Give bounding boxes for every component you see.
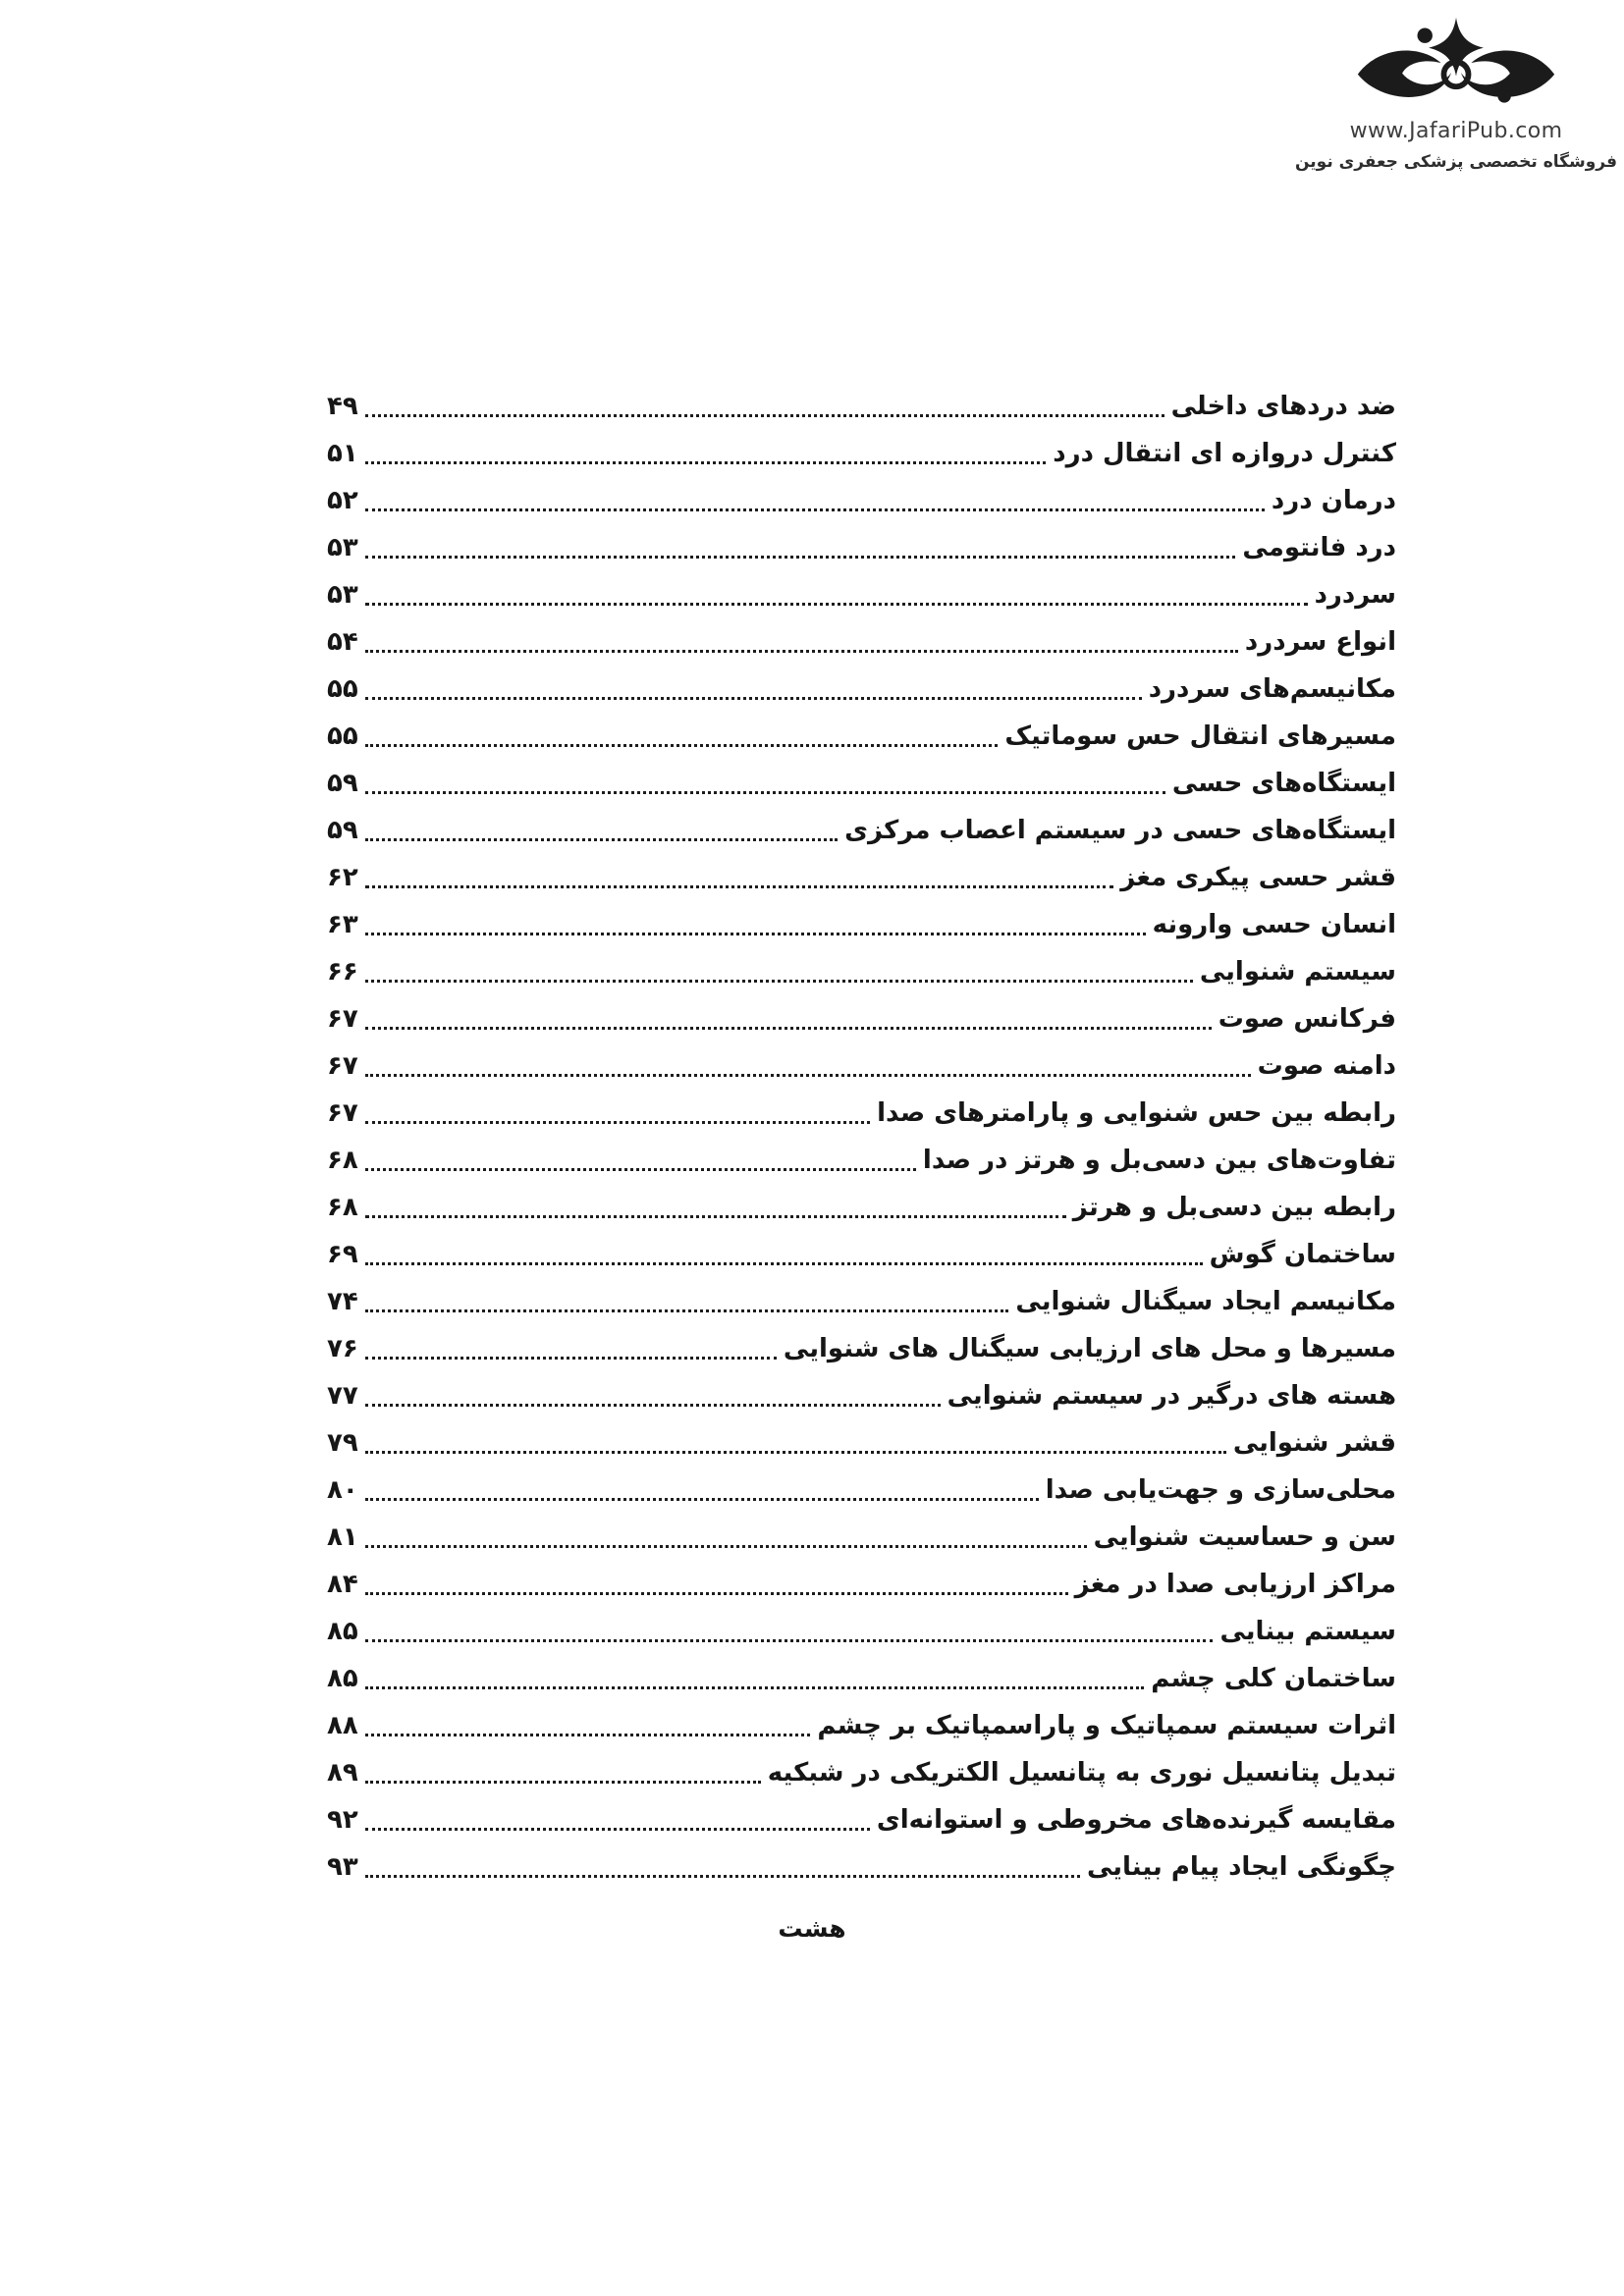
toc-row — [327, 1191, 1396, 1238]
toc-entry-title: قشر شنوایی — [1232, 1428, 1396, 1458]
toc-page-number: ۶۳ — [327, 910, 358, 939]
jafaripub-calligraphy-logo-icon — [1350, 16, 1562, 118]
toc-row — [327, 767, 1396, 814]
toc-page-number: ۶۷ — [327, 1098, 358, 1128]
toc-dot-leader — [365, 1709, 811, 1736]
toc-row — [327, 1049, 1396, 1096]
publisher-tagline: فروشگاه تخصصی پزشکی جعفری نوین — [1294, 152, 1618, 172]
toc-entry-title: کنترل دروازه ای انتقال درد — [1053, 439, 1396, 468]
toc-page-number: ۵۱ — [327, 439, 358, 468]
toc-dot-leader — [365, 1615, 1214, 1642]
toc-dot-leader — [365, 908, 1146, 935]
toc-row — [327, 672, 1396, 720]
toc-row — [327, 484, 1396, 531]
toc-row — [327, 578, 1396, 625]
toc-entry-title: رابطه بین حس شنوایی و پارامترهای صدا — [877, 1098, 1396, 1128]
toc-dot-leader — [365, 1568, 1068, 1595]
toc-row — [327, 1615, 1396, 1662]
toc-dot-leader — [365, 1662, 1144, 1689]
toc-row — [327, 1709, 1396, 1756]
toc-page-number: ۸۰ — [327, 1475, 358, 1505]
toc-row — [327, 1285, 1396, 1332]
toc-dot-leader — [365, 1803, 870, 1831]
toc-row — [327, 1144, 1396, 1191]
toc-page-number: ۷۹ — [327, 1428, 358, 1458]
toc-page-number: ۵۹ — [327, 816, 358, 845]
toc-row — [327, 955, 1396, 1002]
toc-entry-title: ایستگاه‌های حسی در سیستم اعصاب مرکزی — [844, 816, 1396, 845]
toc-entry-title: درد فانتومی — [1242, 533, 1396, 562]
toc-row — [327, 1568, 1396, 1615]
toc-dot-leader — [365, 1191, 1066, 1218]
toc-page-number: ۵۵ — [327, 674, 358, 704]
toc-page-number: ۸۴ — [327, 1570, 358, 1599]
toc-dot-leader — [365, 437, 1047, 464]
toc-entry-title: درمان درد — [1271, 486, 1396, 515]
toc-entry-title: ساختمان کلی چشم — [1151, 1664, 1396, 1693]
toc-row — [327, 531, 1396, 578]
toc-row — [327, 1803, 1396, 1850]
toc-dot-leader — [365, 1049, 1251, 1077]
toc-page-number: ۶۹ — [327, 1240, 358, 1269]
toc-page-number: ۶۶ — [327, 957, 358, 987]
toc-entry-title: ضد دردهای داخلی — [1170, 392, 1396, 421]
toc-dot-leader — [365, 1850, 1080, 1878]
toc-page-number: ۴۹ — [327, 392, 358, 421]
toc-entry-title: مراکز ارزیابی صدا در مغز — [1074, 1570, 1396, 1599]
publisher-website-url: www.JafariPub.com — [1349, 119, 1563, 143]
toc-dot-leader — [365, 1521, 1087, 1548]
toc-row — [327, 1096, 1396, 1144]
toc-page-number: ۵۹ — [327, 769, 358, 798]
toc-entry-title: محلی‌سازی و جهت‌یابی صدا — [1045, 1475, 1396, 1505]
toc-entry-title: هسته های درگیر در سیستم شنوایی — [947, 1381, 1396, 1411]
toc-page-number: ۹۲ — [327, 1805, 358, 1835]
toc-page-number: ۸۱ — [327, 1522, 358, 1552]
toc-row — [327, 1521, 1396, 1568]
toc-row — [327, 1379, 1396, 1426]
toc-row — [327, 1473, 1396, 1521]
toc-page-number: ۶۲ — [327, 863, 358, 892]
toc-page-number: ۸۸ — [327, 1711, 358, 1740]
toc-page-number: ۵۲ — [327, 486, 358, 515]
toc-row — [327, 1426, 1396, 1473]
toc-row — [327, 625, 1396, 672]
toc-dot-leader — [365, 955, 1193, 983]
toc-page-number: ۷۶ — [327, 1334, 358, 1363]
toc-entry-title: انسان حسی وارونه — [1152, 910, 1396, 939]
toc-row — [327, 814, 1396, 861]
toc-dot-leader — [365, 390, 1164, 417]
toc-page-number: ۵۳ — [327, 533, 358, 562]
toc-page-number: ۵۵ — [327, 721, 358, 751]
toc-row — [327, 1850, 1396, 1897]
toc-entry-title: چگونگی ایجاد پیام بینایی — [1086, 1852, 1396, 1882]
toc-page-number: ۶۸ — [327, 1146, 358, 1175]
toc-page-number: ۶۸ — [327, 1193, 358, 1222]
toc-row — [327, 390, 1396, 437]
toc-dot-leader — [365, 578, 1308, 606]
toc-row — [327, 908, 1396, 955]
table-of-contents — [327, 390, 1396, 1897]
page-footer-word: هشت — [778, 1914, 846, 1943]
toc-row — [327, 1238, 1396, 1285]
toc-entry-title: فرکانس صوت — [1218, 1004, 1396, 1034]
toc-entry-title: رابطه بین دسی‌بل و هرتز — [1072, 1193, 1396, 1222]
toc-entry-title: مکانیسم‌های سردرد — [1148, 674, 1396, 704]
toc-entry-title: انواع سردرد — [1244, 627, 1396, 657]
publisher-logo-block — [1294, 16, 1618, 172]
toc-dot-leader — [365, 1473, 1039, 1501]
toc-dot-leader — [365, 1238, 1203, 1265]
toc-dot-leader — [365, 861, 1113, 888]
toc-dot-leader — [365, 1144, 916, 1171]
toc-dot-leader — [365, 1379, 941, 1407]
toc-dot-leader — [365, 767, 1165, 794]
toc-page-number: ۶۷ — [327, 1051, 358, 1081]
toc-page-number: ۶۷ — [327, 1004, 358, 1034]
toc-dot-leader — [365, 531, 1236, 559]
toc-entry-title: تبدیل پتانسیل نوری به پتانسیل الکتریکی در شبکیه — [767, 1758, 1396, 1788]
toc-entry-title: ایستگاه‌های حسی — [1171, 769, 1396, 798]
toc-entry-title: قشر حسی پیکری مغز — [1120, 863, 1396, 892]
toc-dot-leader — [365, 814, 838, 841]
toc-entry-title: سیستم شنوایی — [1199, 957, 1396, 987]
toc-dot-leader — [365, 1285, 1009, 1312]
toc-row — [327, 720, 1396, 767]
toc-entry-title: دامنه صوت — [1257, 1051, 1396, 1081]
toc-entry-title: اثرات سیستم سمپاتیک و پاراسمپاتیک بر چشم — [817, 1711, 1396, 1740]
toc-dot-leader — [365, 1002, 1212, 1030]
toc-row — [327, 1332, 1396, 1379]
toc-dot-leader — [365, 672, 1142, 700]
toc-entry-title: سن و حساسیت شنوایی — [1093, 1522, 1396, 1552]
toc-page-number: ۸۹ — [327, 1758, 358, 1788]
toc-dot-leader — [365, 1756, 761, 1784]
toc-row — [327, 1662, 1396, 1709]
toc-row — [327, 437, 1396, 484]
toc-page-number: ۹۳ — [327, 1852, 358, 1882]
toc-dot-leader — [365, 1426, 1226, 1454]
toc-dot-leader — [365, 1096, 870, 1124]
toc-dot-leader — [365, 720, 999, 747]
toc-row — [327, 861, 1396, 908]
toc-row — [327, 1002, 1396, 1049]
toc-page-number: ۵۴ — [327, 627, 358, 657]
toc-page-number: ۵۳ — [327, 580, 358, 610]
toc-entry-title: مکانیسم ایجاد سیگنال شنوایی — [1015, 1287, 1396, 1316]
toc-dot-leader — [365, 484, 1265, 511]
toc-entry-title: ساختمان گوش — [1209, 1240, 1396, 1269]
toc-page-number: ۸۵ — [327, 1664, 358, 1693]
toc-page-number: ۷۴ — [327, 1287, 358, 1316]
toc-entry-title: مقایسه گیرنده‌های مخروطی و استوانه‌ای — [876, 1805, 1396, 1835]
toc-page-number: ۷۷ — [327, 1381, 358, 1411]
toc-page-number: ۸۵ — [327, 1617, 358, 1646]
toc-entry-title: تفاوت‌های بین دسی‌بل و هرتز در صدا — [922, 1146, 1396, 1175]
toc-dot-leader — [365, 1332, 777, 1360]
toc-entry-title: مسیرهای انتقال حس سوماتیک — [1004, 721, 1396, 751]
toc-dot-leader — [365, 625, 1238, 653]
toc-entry-title: مسیرها و محل های ارزیابی سیگنال های شنوایی — [783, 1334, 1396, 1363]
toc-row — [327, 1756, 1396, 1803]
toc-entry-title: سردرد — [1314, 580, 1396, 610]
toc-entry-title: سیستم بینایی — [1219, 1617, 1396, 1646]
